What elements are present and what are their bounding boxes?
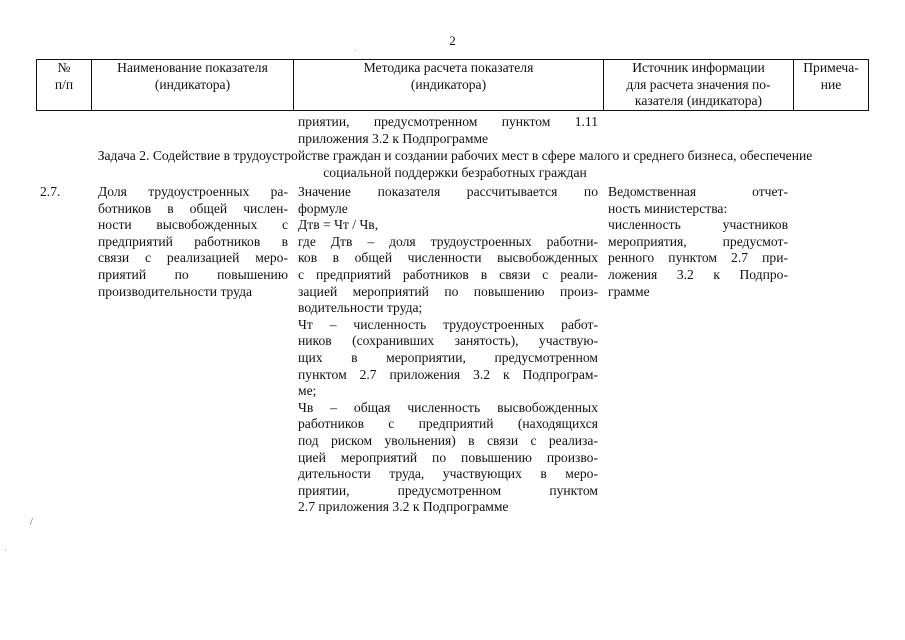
method-line: приятии, предусмотренном пунктом — [298, 482, 598, 498]
method-line: цией мероприятий по повышению произво- — [298, 449, 598, 465]
method-line: с предприятий работников в связи с реали- — [298, 266, 598, 282]
header-information-source: Источник информации для расчета значения по- казателя (индикатора) — [604, 60, 794, 111]
method-line: ников (сохранивших занятость), участвую- — [298, 333, 598, 349]
table-header — [36, 59, 869, 111]
formula-line: Дтв = Чт / Чв, — [298, 217, 379, 233]
scan-speck: · — [354, 46, 357, 55]
method-line: под риском увольнения) в связи с реализа- — [298, 432, 598, 448]
indicator-name-line: Доля трудоустроенных ра- — [98, 184, 288, 199]
source-line: численность участников — [608, 217, 788, 233]
method-line: пунктом 2.7 приложения 3.2 к Подпрограм- — [298, 366, 598, 382]
task-heading: Задача 2. Содействие в трудоустройстве граждан и создании рабочих мест в сфере малого и среднего бизнеса, обеспечение социальной поддержки безработных граждан — [97, 148, 813, 180]
scan-speck: · — [4, 546, 7, 555]
method-line: где Дтв – доля трудоустроенных работни- — [298, 233, 598, 249]
indicator-name-line: предприятий работников в — [98, 233, 288, 249]
indicator-name-line: ботников в общей числен- — [98, 200, 288, 216]
indicator-name-line: ности высвобожденных с — [98, 217, 288, 233]
indicator-name — [98, 184, 288, 300]
calculation-method — [298, 184, 598, 516]
source-line: ренного пунктом 2.7 при- — [608, 250, 788, 266]
method-line: Значение показателя рассчитывается по — [298, 184, 598, 199]
page-number: 2 — [449, 33, 456, 48]
method-line: водительности труда; — [298, 300, 423, 316]
information-source — [608, 184, 788, 300]
indicator-name-line: связи с реализацией меро- — [98, 250, 288, 266]
source-line: ложения 3.2 к Подпро- — [608, 266, 788, 282]
header-note: Примеча- ние — [794, 60, 869, 111]
method-line: работников с предприятий (находящихся — [298, 416, 598, 432]
method-line: дительности труда, участвующих в меро- — [298, 466, 598, 482]
source-line: мероприятия, предусмот- — [608, 233, 788, 249]
method-line: Чт – численность трудоустроенных работ- — [298, 316, 598, 332]
continuation-line: приятии, предусмотренном пунктом 1.11 — [298, 114, 598, 129]
method-line: Чв – общая численность высвобожденных — [298, 399, 598, 415]
method-line: щих в мероприятии, предусмотренном — [298, 349, 598, 365]
method-line: ков в общей численности высвобожденных — [298, 250, 598, 266]
method-line: 2.7 приложения 3.2 к Подпрограмме — [298, 499, 509, 515]
source-line: Ведомственная отчет- — [608, 184, 788, 199]
method-line: формуле — [298, 200, 348, 216]
indicator-name-line: производительности труда — [98, 283, 253, 299]
method-line: ме; — [298, 383, 317, 399]
header-calculation-method: Методика расчета показателя (индикатора) — [294, 60, 604, 111]
header-number: № п/п — [37, 60, 92, 111]
indicator-name-line: приятий по повышению — [98, 266, 288, 282]
scan-speck: / — [30, 517, 33, 528]
continuation-line: приложения 3.2 к Подпрограмме — [298, 131, 489, 146]
row-number: 2.7. — [40, 184, 61, 199]
header-indicator-name: Наименование показателя (индикатора) — [92, 60, 294, 111]
source-line: ность министерства: — [608, 200, 728, 216]
source-line: грамме — [608, 283, 650, 299]
method-line: зацией мероприятий по повышению произ- — [298, 283, 598, 299]
